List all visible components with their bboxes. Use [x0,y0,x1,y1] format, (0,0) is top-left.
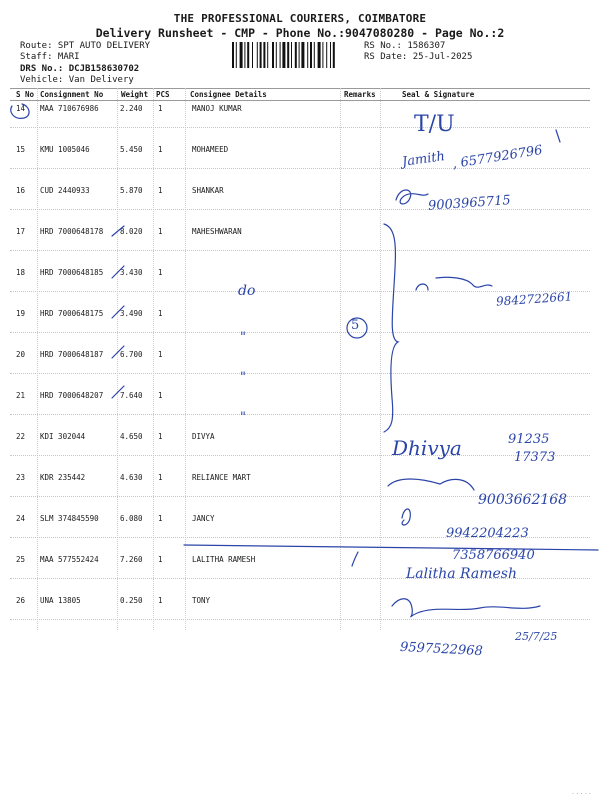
handwritten-name: Dhivya [392,436,462,460]
row-consignment-no: MAA 577552424 [40,555,99,564]
row-consignment-no: MAA 710676986 [40,104,99,113]
row-sno: 15 [16,145,26,154]
row-consignment-no: HRD 7000648178 [40,227,104,236]
drs-number: DRS No.: DCJB158630702 [20,64,140,74]
row-consignment-no: KDR 235442 [40,473,86,482]
signature-scribble-icon [416,277,492,290]
handwritten-phone: 9003662168 [478,492,568,508]
row-pcs: 1 [158,391,163,400]
row-weight: 3.490 [120,309,143,318]
handwritten-phone: 7358766940 [452,548,535,563]
weight-slash-icon [112,386,124,398]
row-sno: 16 [16,186,26,195]
row-weight: 4.630 [120,473,143,482]
row-sno: 23 [16,473,26,482]
row-sno: 22 [16,432,26,441]
row-sno: 19 [16,309,26,318]
row-consignee: LALITHA RAMESH [192,555,256,564]
handwritten-phone: 9842722661 [495,289,573,309]
row-consignment-no: UNA 13805 [40,596,81,605]
row-weight: 5.870 [120,186,143,195]
row-sno: 24 [16,514,26,523]
row-pcs: 1 [158,145,163,154]
row-pcs: 1 [158,186,163,195]
handwritten-number: 17373 [514,450,556,465]
handwritten-ditto: " [240,410,246,425]
handwritten-number: 91235 [508,432,550,447]
page-corner-mark: ..... [570,788,592,796]
row-sno: 21 [16,391,26,400]
col-weight: Weight [121,90,149,99]
weight-slash-icon [112,226,124,236]
row-pcs: 1 [158,227,163,236]
row-pcs: 1 [158,514,163,523]
row-consignment-no: HRD 7000648175 [40,309,104,318]
row-weight: 7.640 [120,391,143,400]
row-consignee: RELIANCE MART [192,473,251,482]
row-consignment-no: KDI 302044 [40,432,86,441]
rs-date: RS Date: 25-Jul-2025 [364,52,473,62]
row-consignee: MOHAMEED [192,145,229,154]
circle-mark-icon [347,318,367,338]
strike-line-icon [184,545,598,550]
row-consignment-no: SLM 374845590 [40,514,99,523]
row-weight: 0.250 [120,596,143,605]
row-pcs: 1 [158,104,163,113]
col-consignee: Consignee Details [190,90,267,99]
strike-line-icon [352,552,358,566]
row-consignment-no: HRD 7000648187 [40,350,104,359]
row-weight: 8.020 [120,227,143,236]
row-pcs: 1 [158,473,163,482]
row-consignee: MANOJ KUMAR [192,104,242,113]
handwritten-date: 25/7/25 [515,630,558,643]
row-sno: 25 [16,555,26,564]
handwritten-phone: , 6577926796 [451,142,544,173]
row-sno: 18 [16,268,26,277]
col-sno: S No [16,90,35,99]
handwritten-phone: 9942204223 [446,526,529,541]
handwritten-phone: 9597522968 [399,639,484,660]
row-weight: 4.650 [120,432,143,441]
handwritten-name: Lalitha Ramesh [406,566,518,582]
row-weight: 6.700 [120,350,143,359]
tick-mark-icon [556,130,560,142]
row-consignee: JANCY [192,514,215,523]
row-consignee: TONY [192,596,211,605]
col-pcs: PCS [156,90,170,99]
row-sno: 20 [16,350,26,359]
row-weight: 2.240 [120,104,143,113]
col-consignment: Consignment No [40,90,104,99]
row-pcs: 1 [158,309,163,318]
handwritten-ditto: " [240,330,246,345]
row-weight: 6.080 [120,514,143,523]
circled-count: 5 [351,318,360,333]
signature-scribble-icon [392,599,540,617]
weight-slash-icon [112,306,124,318]
weight-slash-icon [112,266,124,278]
handwritten-phone: 9003965715 [427,193,512,214]
handwritten-name: Jamith [401,149,446,170]
row-sno: 26 [16,596,26,605]
row-consignee: SHANKAR [192,186,224,195]
company-title: THE PROFESSIONAL COURIERS, COIMBATORE [173,12,427,25]
row-weight: 3.430 [120,268,143,277]
row-sno: 17 [16,227,26,236]
signature-scribble-icon [388,479,474,490]
row-pcs: 1 [158,555,163,564]
row-pcs: 1 [158,432,163,441]
row-consignment-no: KMU 1005046 [40,145,90,154]
col-seal: Seal & Signature [402,90,475,99]
circle-mark-icon [11,104,29,118]
row-pcs: 1 [158,350,163,359]
row-consignment-no: HRD 7000648185 [40,268,104,277]
handwritten-ditto: do [238,283,256,299]
row-pcs: 1 [158,596,163,605]
runsheet-subtitle: Delivery Runsheet - CMP - Phone No.:9047080280 - Page No.:2 [95,26,505,40]
rs-number: RS No.: 1586307 [364,41,446,51]
staff-label: Staff: MARI [20,52,80,62]
row-pcs: 1 [158,268,163,277]
row-sno: 14 [16,104,26,113]
handwritten-ditto: " [240,370,246,385]
group-brace-icon [384,224,398,432]
signature-scribble-icon [396,190,428,204]
signature-scribble-icon [402,509,410,525]
handwritten-tu: T/U [414,112,455,137]
col-remarks: Remarks [344,90,376,99]
row-weight: 5.450 [120,145,143,154]
weight-slash-icon [112,346,124,358]
row-consignee: MAHESHWARAN [192,227,242,236]
row-weight: 7.260 [120,555,143,564]
row-consignment-no: HRD 7000648207 [40,391,104,400]
vehicle-label: Vehicle: Van Delivery [20,75,134,85]
route-label: Route: SPT AUTO DELIVERY [20,41,151,51]
row-consignment-no: CUD 2440933 [40,186,90,195]
row-consignee: DIVYA [192,432,215,441]
